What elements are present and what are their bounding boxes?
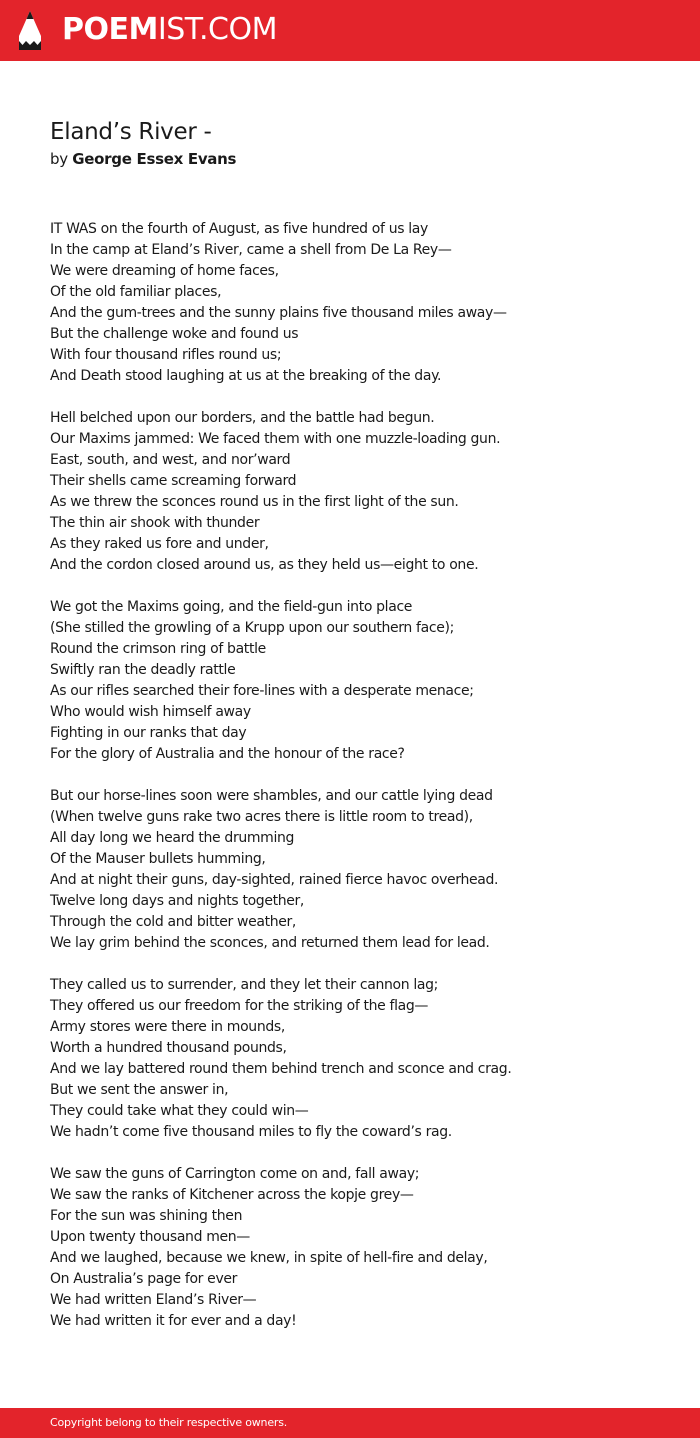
poem-line: We were dreaming of home faces, [50,263,279,279]
poem-title: Eland’s River - [50,119,212,145]
stanza [50,219,680,387]
poem-line: Of the old familiar places, [50,284,222,300]
poem-line: And the gum-trees and the sunny plains five thousand miles away— [50,305,507,321]
poem-line: Who would wish himself away [50,704,251,720]
poem-line: Swiftly ran the deadly rattle [50,662,236,678]
poem-line: East, south, and west, and nor’ward [50,452,291,468]
poem-line: Upon twenty thousand men— [50,1229,250,1245]
poem-line: We saw the guns of Carrington come on and, fall away; [50,1166,420,1182]
poem-line: And we laughed, because we knew, in spite of hell-fire and delay, [50,1250,488,1266]
pencil-logo-icon[interactable] [18,10,42,51]
stanza [50,1164,680,1332]
poem-line: And we lay battered round them behind trench and sconce and crag. [50,1061,512,1077]
poem-line: And the cordon closed around us, as they held us—eight to one. [50,557,479,573]
poem-line: All day long we heard the drumming [50,830,295,846]
poem-line: But our horse-lines soon were shambles, and our cattle lying dead [50,788,493,804]
poem-line: As we threw the sconces round us in the first light of the sun. [50,494,459,510]
logo-bold-text: POEM [62,12,158,47]
poem-line: With four thousand rifles round us; [50,347,282,363]
poem-line: For the sun was shining then [50,1208,243,1224]
poem-line: Through the cold and bitter weather, [50,914,297,930]
copyright-text: Copyright belong to their respective owners. [50,1416,288,1429]
poem-line: Twelve long days and nights together, [50,893,305,909]
poem-line: And Death stood laughing at us at the breaking of the day. [50,368,442,384]
by-label: by [50,150,68,168]
poem-line: They offered us our freedom for the striking of the flag— [50,998,429,1014]
stanza [50,975,680,1143]
poem-line: We had written it for ever and a day! [50,1313,297,1329]
poem-line: We lay grim behind the sconces, and returned them lead for lead. [50,935,490,951]
poem-line: In the camp at Eland’s River, came a shell from De La Rey— [50,242,452,258]
poem-body [50,219,680,1353]
poem-line: We hadn’t come five thousand miles to fly the coward’s rag. [50,1124,452,1140]
poem-line: As our rifles searched their fore-lines with a desperate menace; [50,683,474,699]
poem-line: Our Maxims jammed: We faced them with one muzzle-loading gun. [50,431,501,447]
byline [50,149,236,169]
poem-line: Army stores were there in mounds, [50,1019,285,1035]
poem-line: Worth a hundred thousand pounds, [50,1040,287,1056]
author-name: George Essex Evans [72,150,237,168]
poem-line: The thin air shook with thunder [50,515,260,531]
site-header [0,0,700,61]
poem-line: We had written Eland’s River— [50,1292,257,1308]
site-footer [0,1408,700,1438]
poem-line: Hell belched upon our borders, and the battle had begun. [50,410,435,426]
stanza [50,597,680,765]
site-logo[interactable] [62,13,277,47]
poem-line: They could take what they could win— [50,1103,309,1119]
stanza [50,408,680,576]
poem-line: We saw the ranks of Kitchener across the kopje grey— [50,1187,414,1203]
poem-line: But the challenge woke and found us [50,326,299,342]
logo-rest-text: IST.COM [157,12,277,47]
poem-line: And at night their guns, day-sighted, rained fierce havoc overhead. [50,872,499,888]
poem-line: (She stilled the growling of a Krupp upon our southern face); [50,620,454,636]
poem-line: IT WAS on the fourth of August, as five hundred of us lay [50,221,428,237]
poem-line: Their shells came screaming forward [50,473,297,489]
poem-line: For the glory of Australia and the honour of the race? [50,746,405,762]
poem-line: (When twelve guns rake two acres there is little room to tread), [50,809,473,825]
poem-line: Round the crimson ring of battle [50,641,266,657]
poem-line: Of the Mauser bullets humming, [50,851,266,867]
poem-line: Fighting in our ranks that day [50,725,247,741]
poem-line: But we sent the answer in, [50,1082,229,1098]
poem-line: We got the Maxims going, and the field-gun into place [50,599,413,615]
poem-line: As they raked us fore and under, [50,536,269,552]
poem-line: On Australia’s page for ever [50,1271,238,1287]
poem-line: They called us to surrender, and they let their cannon lag; [50,977,439,993]
stanza [50,786,680,954]
